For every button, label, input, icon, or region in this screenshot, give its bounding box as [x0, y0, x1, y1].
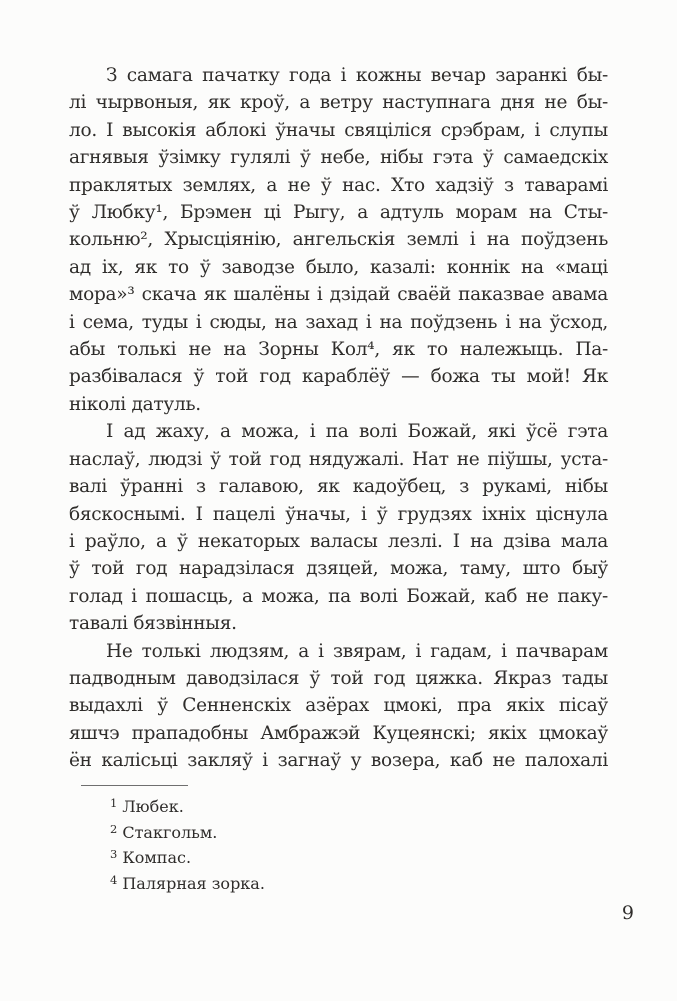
text-line: ніколі датуль. — [69, 393, 201, 415]
text-line: абы толькі не на Зорны Кол⁴, як то належыць. Па- — [69, 339, 608, 361]
footnote-text: Стакгольм. — [122, 822, 218, 842]
paragraph-3 — [69, 638, 608, 775]
text-line: праклятых землях, а не ў нас. Хто хадзіў з таварамі — [69, 174, 608, 196]
text-line: мора»³ скача як шалёны і дзідай сваёй паказвае авама — [69, 284, 608, 306]
text-line: ў Любку¹, Брэмен ці Рыгу, а адтуль морам на Сты- — [69, 202, 608, 224]
text-line: голад і пошасць, а можа, па волі Божай, каб не паку- — [69, 585, 608, 607]
text-line: выдахлі ў Сенненскіх азёрах цмокі, пра якіх пісаў — [69, 695, 608, 717]
footnote-marker: 2 — [110, 821, 118, 836]
text-line: Не толькі людзям, а і звярам, і гадам, і пачварам — [106, 640, 608, 662]
text-line: валі ўранні з галавою, як кадоўбец, з рукамі, нібы — [69, 476, 608, 498]
footnote-1 — [69, 795, 608, 821]
text-line: ў той год нарадзілася дзяцей, можа, таму, што быў — [69, 558, 608, 580]
page-number: 9 — [621, 902, 634, 924]
text-line: ад іх, як то ў заводзе было, казалі: коннік на «маці — [69, 256, 608, 278]
footnote-text: Компас. — [122, 848, 192, 868]
text-line: разбівалася ў той год караблёў — божа ты мой! Як — [69, 366, 608, 388]
footnotes-section — [69, 785, 608, 898]
text-line: ён калісьці закляў і загнаў у возера, каб не палохалі — [69, 750, 608, 772]
footnote-marker: 1 — [110, 796, 118, 811]
footnote-3 — [69, 846, 608, 872]
paragraph-2 — [69, 418, 608, 637]
footnote-4 — [69, 872, 608, 898]
text-line: лі чырвоныя, як кроў, а ветру наступнага дня не бы- — [69, 92, 608, 114]
page-text-block — [69, 62, 608, 897]
text-line: ло. І высокія аблокі ўначы свяціліся срэбрам, і слупы — [69, 119, 608, 141]
text-line: падводным даводзілася ў той год цяжка. Якраз тады — [69, 667, 608, 689]
footnote-2 — [69, 821, 608, 847]
text-line: агнявыя ўзімку гулялі ў небе, нібы гэта ў самаедскіх — [69, 147, 608, 169]
text-line: і раўло, а ў некаторых валасы лезлі. І на дзіва мала — [69, 530, 608, 552]
text-line: З самага пачатку года і кожны вечар заранкі бы- — [106, 65, 608, 86]
text-line: наслаў, людзі ў той год нядужалі. Нат не піўшы, уста- — [69, 448, 608, 470]
footnote-text: Палярная зорка. — [122, 873, 265, 893]
text-line: яшчэ прападобны Амбражэй Куцеянскі; якіх цмокаў — [69, 722, 608, 744]
footnote-text: Любек. — [122, 797, 184, 817]
text-line: тавалі бязвінныя. — [69, 613, 237, 635]
footnote-separator — [81, 785, 188, 787]
text-line: бяскоснымі. І пацелі ўначы, і ў грудзях іхніх ціснула — [69, 503, 608, 525]
text-line: і сема, туды і сюды, на захад і на поўдзень і на ўсход, — [69, 311, 608, 333]
paragraph-1 — [69, 62, 608, 418]
footnote-marker: 3 — [110, 847, 118, 862]
text-line: І ад жаху, а можа, і па волі Божай, які ўсё гэта — [106, 421, 608, 443]
footnote-marker: 4 — [110, 872, 118, 887]
text-line: кольню², Хрысціянію, ангельскія землі і на поўдзень — [69, 229, 608, 251]
